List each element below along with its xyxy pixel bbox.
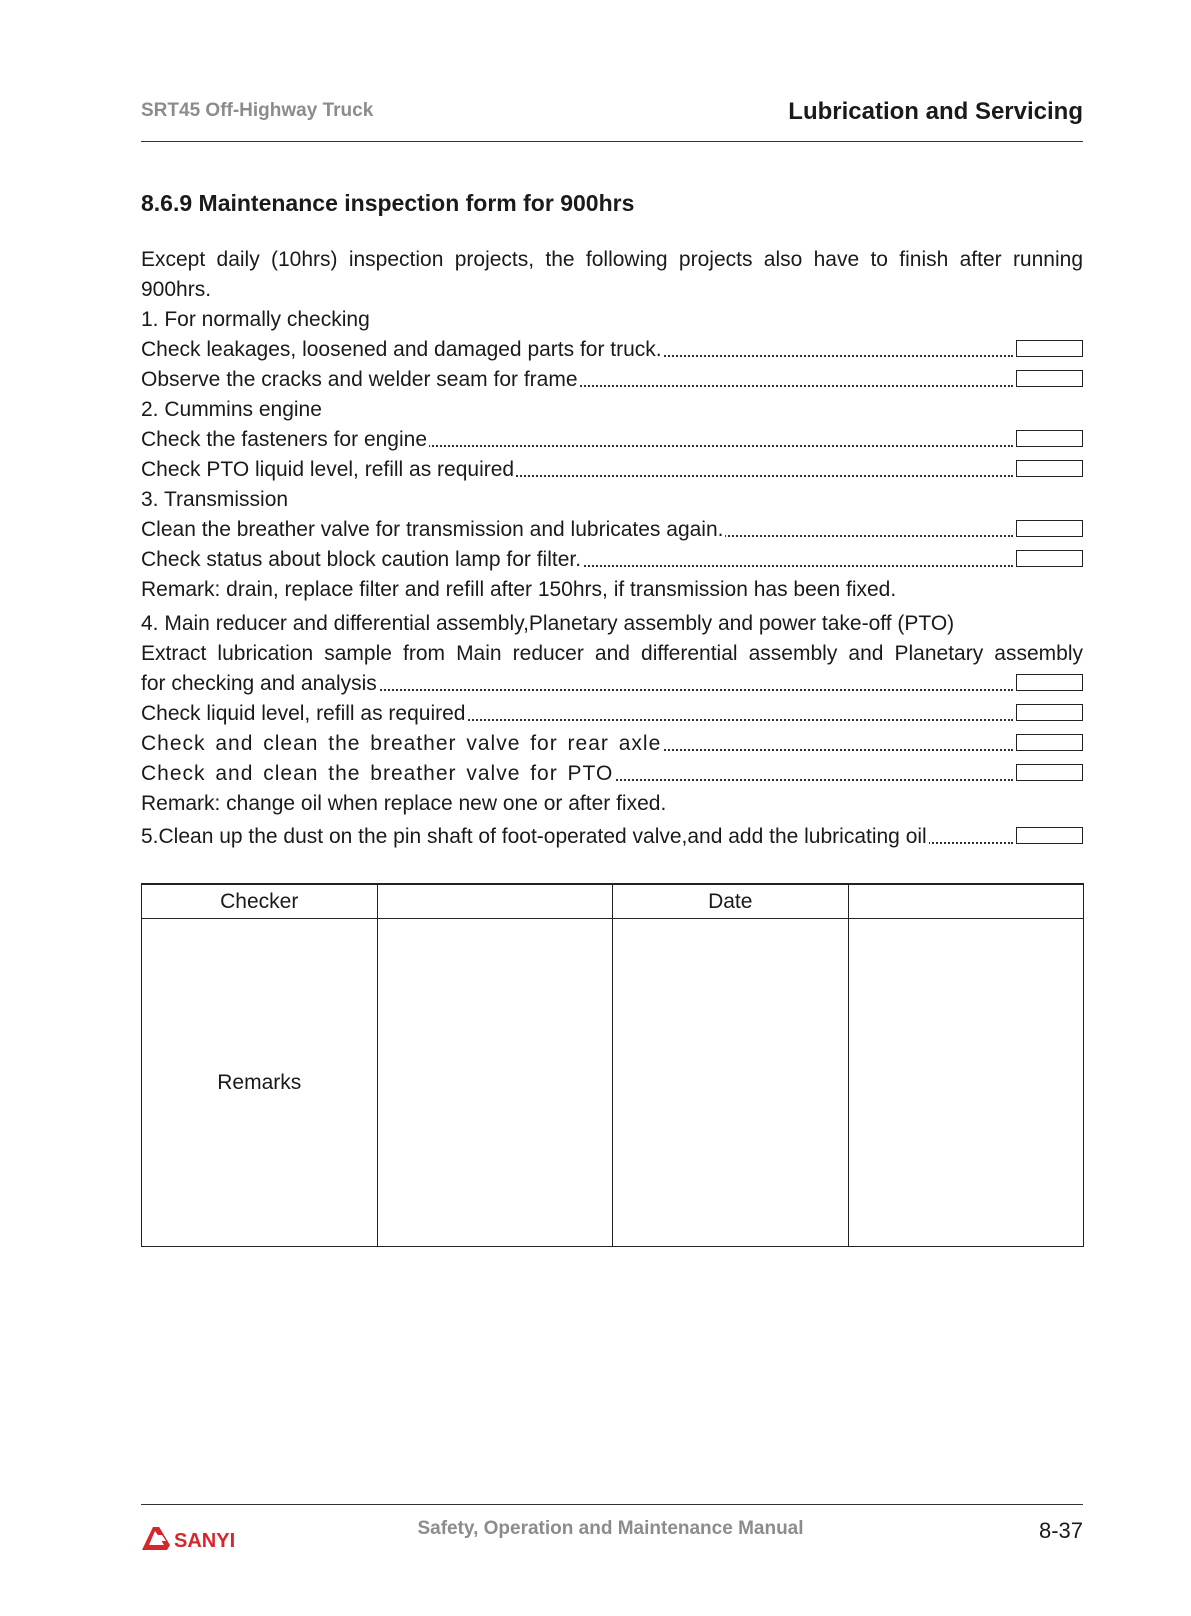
checklist-checkbox[interactable] bbox=[1016, 704, 1083, 721]
checklist-item-text: for checking and analysis bbox=[141, 672, 377, 695]
checker-label-cell: Checker bbox=[142, 884, 378, 919]
checklist-item bbox=[141, 822, 1083, 852]
checklist-item bbox=[141, 699, 1083, 729]
checklist-item bbox=[141, 669, 1083, 699]
remarks-entry-cell[interactable] bbox=[377, 919, 613, 1247]
checklist-item bbox=[141, 515, 1083, 545]
checklist-item bbox=[141, 455, 1083, 485]
remark-text: Remark: change oil when replace new one or after fixed. bbox=[141, 792, 667, 815]
section-title: 8.6.9 Maintenance inspection form for 900hrs bbox=[141, 190, 635, 216]
checklist-item-text: Check and clean the breather valve for PTO bbox=[141, 762, 614, 785]
checklist-item bbox=[141, 759, 1083, 789]
footer-divider bbox=[141, 1504, 1083, 1505]
sanyi-logo-wordmark: SANYI bbox=[174, 1530, 236, 1552]
checker-form-table bbox=[141, 883, 1084, 1247]
checklist-item bbox=[141, 729, 1083, 759]
checklist-item bbox=[141, 425, 1083, 455]
remarks-entry-cell[interactable] bbox=[848, 919, 1084, 1247]
date-value-cell[interactable] bbox=[848, 884, 1084, 919]
checklist-item-text: 5.Clean up the dust on the pin shaft of foot-operated valve,and add the lubricating oil bbox=[141, 825, 927, 848]
checklist-checkbox[interactable] bbox=[1016, 734, 1083, 751]
checklist-item-text: Check and clean the breather valve for rear axle bbox=[141, 732, 662, 755]
header-divider bbox=[141, 141, 1083, 142]
section-heading: 1. For normally checking bbox=[141, 308, 370, 331]
table-row bbox=[142, 884, 1084, 919]
remarks-label-cell: Remarks bbox=[142, 919, 378, 1247]
checklist-checkbox[interactable] bbox=[1016, 827, 1083, 844]
checklist-item-text: Observe the cracks and welder seam for frame bbox=[141, 368, 578, 391]
checklist-item-text: Check PTO liquid level, refill as required bbox=[141, 458, 515, 481]
checklist-checkbox[interactable] bbox=[1016, 460, 1083, 477]
remarks-entry-cell[interactable] bbox=[613, 919, 849, 1247]
section-heading: 2. Cummins engine bbox=[141, 398, 322, 421]
checklist-item bbox=[141, 545, 1083, 575]
checklist-item-text: Clean the breather valve for transmission and lubricates again. bbox=[141, 518, 724, 541]
date-label-cell: Date bbox=[613, 884, 849, 919]
checklist-item-text: Check status about block caution lamp for filter. bbox=[141, 548, 582, 571]
checklist-item-text: Check liquid level, refill as required bbox=[141, 702, 466, 725]
header-chapter-title: Lubrication and Servicing bbox=[788, 98, 1083, 125]
checklist-item bbox=[141, 365, 1083, 395]
header-document-title: SRT45 Off-Highway Truck bbox=[141, 100, 374, 121]
checklist-checkbox[interactable] bbox=[1016, 674, 1083, 691]
inspection-checklist bbox=[141, 245, 1083, 852]
checklist-checkbox[interactable] bbox=[1016, 550, 1083, 567]
table-row bbox=[142, 919, 1084, 1247]
intro-paragraph: Except daily (10hrs) inspection projects, the following projects also have to finish after running 900hrs. bbox=[141, 248, 1083, 301]
checklist-checkbox[interactable] bbox=[1016, 520, 1083, 537]
checklist-checkbox[interactable] bbox=[1016, 764, 1083, 781]
checklist-checkbox[interactable] bbox=[1016, 370, 1083, 387]
checklist-checkbox[interactable] bbox=[1016, 340, 1083, 357]
section-heading: 4. Main reducer and differential assembly,Planetary assembly and power take-off (PTO) bbox=[141, 612, 955, 635]
page-number: 8-37 bbox=[1038, 1518, 1083, 1543]
checklist-item-text: Check leakages, loosened and damaged parts for truck. bbox=[141, 338, 662, 361]
paragraph-line: Extract lubrication sample from Main reducer and differential assembly and Planetary assembly bbox=[141, 642, 1083, 665]
remark-text: Remark: drain, replace filter and refill after 150hrs, if transmission has been fixed. bbox=[141, 578, 897, 601]
checklist-checkbox[interactable] bbox=[1016, 430, 1083, 447]
checklist-item bbox=[141, 335, 1083, 365]
footer-manual-title: Safety, Operation and Maintenance Manual bbox=[417, 1518, 804, 1539]
checker-value-cell[interactable] bbox=[377, 884, 613, 919]
checklist-item-text: Check the fasteners for engine bbox=[141, 428, 428, 451]
section-heading: 3. Transmission bbox=[141, 488, 289, 511]
